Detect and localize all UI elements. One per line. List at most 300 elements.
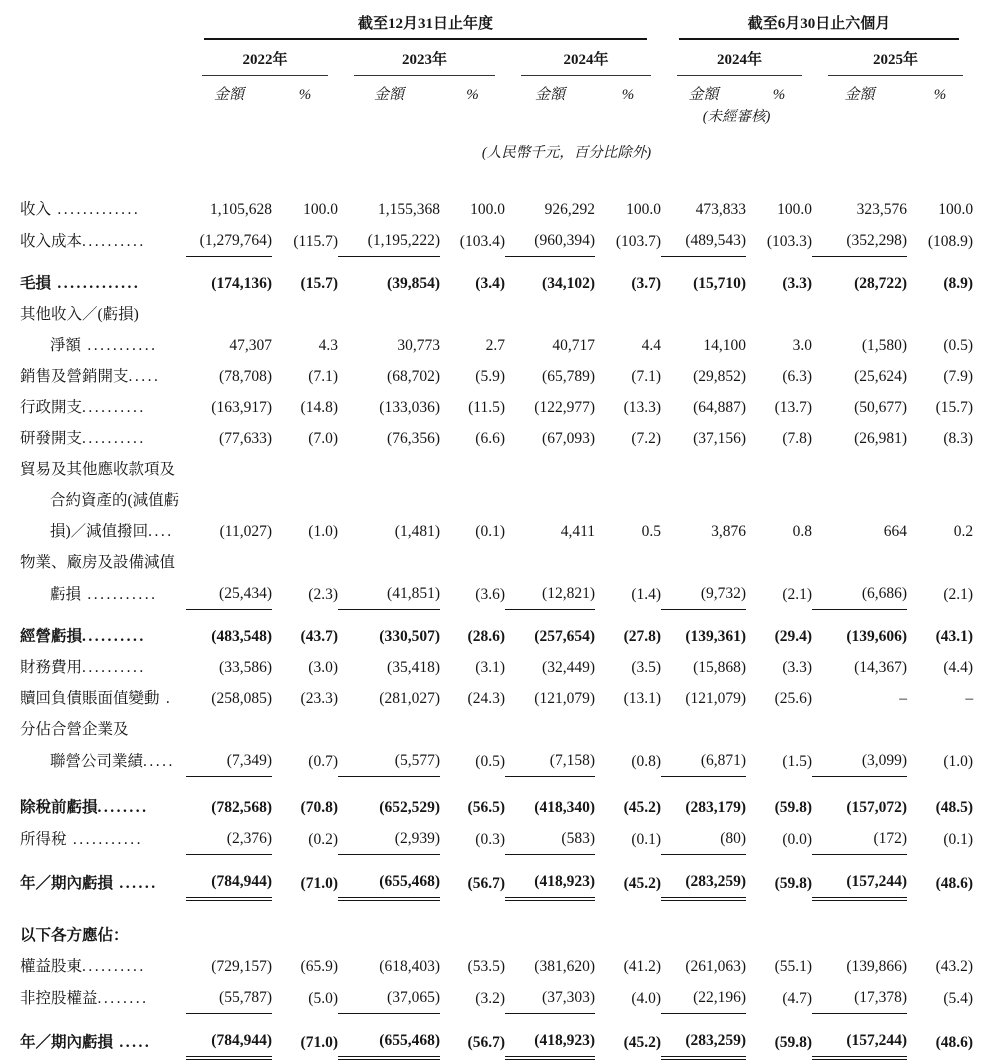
units-row — [0, 127, 973, 163]
amount-cell: – — [899, 690, 908, 707]
amount-cell: (14,367) — [854, 659, 908, 676]
percent-cell: (7.0) — [308, 430, 338, 447]
percent-cell: (7.2) — [631, 430, 662, 447]
amount-cell: (29,852) — [693, 368, 747, 385]
amount-cell: (15,868) — [693, 659, 747, 676]
row-label: 虧損 ........... — [50, 585, 158, 603]
percent-cell: (27.8) — [623, 628, 662, 645]
amount-cell: (139,606) — [846, 628, 908, 645]
table-row — [0, 818, 973, 855]
percent-cell: (48.5) — [935, 799, 974, 816]
percent-cell: (0.3) — [475, 830, 505, 848]
percent-cell: (5.0) — [308, 989, 338, 1007]
amount-cell: 47,307 — [229, 337, 272, 354]
amount-header: 金額 — [373, 87, 404, 103]
percent-header: % — [621, 87, 635, 103]
amount-cell: (258,085) — [211, 690, 272, 707]
percent-cell: (71.0) — [300, 1034, 338, 1051]
amount-cell: (37,303) — [505, 977, 595, 1014]
percent-cell: (48.6) — [935, 1034, 974, 1051]
percent-cell: (7.8) — [782, 430, 813, 447]
amount-cell: (50,677) — [854, 399, 908, 416]
amount-cell: (330,507) — [379, 628, 440, 645]
percent-cell: (29.4) — [774, 628, 813, 645]
percent-cell: (43.7) — [300, 628, 338, 645]
table-row — [0, 387, 973, 418]
percent-cell: (45.2) — [623, 1034, 662, 1051]
year-heading — [661, 40, 812, 76]
subheader-row — [0, 76, 973, 105]
table-row — [0, 257, 973, 295]
percent-cell: (108.9) — [927, 232, 974, 250]
percent-header: % — [298, 87, 312, 103]
percent-cell: (3.3) — [782, 659, 813, 676]
row-label: 以下各方應佔： — [20, 927, 129, 944]
table-row — [0, 480, 973, 511]
percent-cell: (23.3) — [300, 690, 338, 707]
table-header — [0, 6, 973, 163]
percent-cell: (48.6) — [935, 875, 974, 892]
table-row — [0, 511, 973, 542]
amount-cell: (121,079) — [534, 690, 595, 707]
amount-cell: (76,356) — [387, 430, 440, 447]
units-note: (人民幣千元，百分比除外) — [481, 145, 652, 161]
amount-cell: (729,157) — [211, 958, 272, 975]
percent-cell: (15.7) — [300, 275, 338, 292]
amount-cell: (37,065) — [338, 977, 440, 1014]
year-row — [0, 40, 973, 76]
amount-cell: (67,093) — [542, 430, 595, 447]
dot-leader: ........... — [66, 830, 144, 848]
percent-cell: (56.7) — [467, 1034, 505, 1051]
amount-cell: (618,403) — [379, 958, 440, 975]
row-label: 所得稅 ........... — [20, 830, 144, 848]
row-label: 年／期內虧損 ..... — [20, 1034, 152, 1051]
amount-cell: (1,195,222) — [338, 220, 440, 257]
corner-cell — [0, 105, 186, 127]
spacer-cell — [505, 105, 661, 127]
amount-cell: (283,259) — [661, 855, 746, 900]
percent-cell: (3.2) — [475, 989, 505, 1007]
amount-cell: (35,418) — [387, 659, 440, 676]
percent-cell: (7.1) — [308, 368, 338, 385]
amount-cell: (172) — [812, 818, 907, 855]
period-group — [186, 6, 661, 40]
percent-cell: (70.8) — [300, 799, 338, 816]
amount-cell: (1,279,764) — [186, 220, 272, 257]
table-row — [0, 855, 973, 900]
percent-cell: (3.4) — [475, 275, 505, 292]
percent-cell: (0.8) — [631, 752, 662, 770]
amount-cell: (157,244) — [812, 855, 907, 900]
row-label: 贖回負債賬面值變動 . — [20, 690, 173, 707]
table-row — [0, 542, 973, 573]
percent-cell: 0.2 — [953, 523, 974, 540]
percent-cell: (4.4) — [943, 659, 974, 676]
percent-cell: (2.3) — [308, 585, 338, 603]
year-heading — [812, 40, 973, 76]
percent-cell: (8.3) — [943, 430, 974, 447]
percent-cell: (13.7) — [774, 399, 813, 416]
row-label: 除稅前虧損........ — [20, 799, 149, 816]
amount-cell: (418,923) — [505, 1014, 595, 1059]
dot-leader: ..... — [143, 752, 175, 770]
percent-header: % — [466, 87, 479, 103]
amount-cell: (68,702) — [387, 368, 440, 385]
dot-leader: ........... — [81, 337, 158, 354]
percent-cell: (43.2) — [935, 958, 974, 975]
table-row — [0, 356, 973, 387]
amount-cell: 926,292 — [544, 201, 595, 218]
percent-cell: 100.0 — [303, 201, 338, 218]
percent-cell: (59.8) — [774, 799, 813, 816]
spacer-cell — [338, 105, 505, 127]
percent-cell: (56.7) — [467, 875, 505, 892]
amount-cell: 1,155,368 — [378, 201, 440, 218]
percent-cell: (103.3) — [766, 232, 813, 250]
percent-cell: – — [965, 690, 974, 707]
percent-cell: (45.2) — [623, 799, 662, 816]
table-row — [0, 294, 973, 325]
amount-cell: (157,072) — [846, 799, 908, 816]
amount-cell: (80) — [661, 818, 746, 855]
table-row — [0, 647, 973, 678]
amount-cell: (483,548) — [211, 628, 272, 645]
amount-cell: (26,981) — [854, 430, 908, 447]
amount-cell: 1,105,628 — [210, 201, 272, 218]
amount-cell: (418,340) — [534, 799, 595, 816]
amount-cell: (9,732) — [661, 573, 746, 610]
amount-cell: 4,411 — [560, 523, 595, 540]
amount-cell: (17,378) — [812, 977, 907, 1014]
amount-cell: (133,036) — [379, 399, 440, 416]
table-row — [0, 777, 973, 819]
row-label: 貿易及其他應收款項及 — [20, 461, 176, 478]
percent-cell: (5.9) — [475, 368, 505, 385]
spacer-cell — [186, 294, 973, 325]
percent-cell: (8.9) — [943, 275, 974, 292]
percent-header: % — [933, 87, 947, 103]
year-label: 2024年 — [521, 40, 651, 76]
amount-cell: (281,027) — [379, 690, 440, 707]
corner-cell — [0, 76, 186, 105]
percent-cell: (53.5) — [467, 958, 505, 975]
percent-cell: 0.8 — [792, 523, 813, 540]
percent-cell: (0.1) — [631, 830, 662, 848]
percent-cell: (2.1) — [782, 585, 813, 603]
dot-leader: ............. — [51, 275, 141, 292]
row-label: 物業、廠房及設備減值 — [20, 554, 176, 571]
row-label: 毛損 ............. — [20, 275, 141, 292]
amount-cell: (157,244) — [812, 1014, 907, 1059]
percent-cell: (43.1) — [935, 628, 974, 645]
row-label: 淨額 ........... — [50, 337, 158, 354]
percent-cell: (59.8) — [774, 1034, 813, 1051]
amount-cell: (33,586) — [219, 659, 272, 676]
percent-cell: (56.5) — [467, 799, 505, 816]
percent-cell: (0.0) — [782, 830, 813, 848]
amount-cell: (655,468) — [338, 1014, 440, 1059]
percent-cell: (5.4) — [943, 989, 974, 1007]
amount-cell: (283,259) — [661, 1014, 746, 1059]
percent-cell: (4.7) — [782, 989, 813, 1007]
percent-cell: (6.3) — [782, 368, 813, 385]
dot-leader: ........ — [97, 989, 149, 1007]
unaudited-row — [0, 105, 973, 127]
row-label: 合約資產的(減值虧 — [50, 492, 180, 509]
percent-cell: (3.1) — [475, 659, 505, 676]
amount-cell: 473,833 — [695, 201, 747, 218]
amount-cell: (174,136) — [211, 275, 272, 292]
dot-leader: ........ — [97, 799, 149, 816]
percent-cell: (7.9) — [943, 368, 974, 385]
spacer-cell — [186, 105, 338, 127]
row-label: 研發開支.......... — [20, 430, 146, 447]
dot-leader: .......... — [82, 659, 146, 676]
amount-cell: (25,434) — [186, 573, 272, 610]
percent-cell: (0.5) — [475, 752, 505, 770]
amount-cell: (6,686) — [812, 573, 907, 610]
amount-cell: (261,063) — [685, 958, 747, 975]
amount-cell: (283,179) — [685, 799, 747, 816]
group-title-row — [0, 6, 973, 40]
dot-leader: . — [159, 690, 173, 707]
table-row — [0, 573, 973, 610]
percent-cell: 4.3 — [318, 337, 338, 354]
amount-cell: (32,449) — [542, 659, 595, 676]
percent-cell: (25.6) — [774, 690, 813, 707]
percent-cell: 100.0 — [470, 201, 505, 218]
year-heading — [338, 40, 505, 76]
table-row — [0, 325, 973, 356]
percent-cell: (0.7) — [308, 752, 338, 770]
percent-cell: (2.1) — [943, 585, 974, 603]
percent-cell: (11.5) — [468, 399, 505, 416]
spacer-cell — [186, 542, 973, 573]
row-label: 非控股權益........ — [20, 989, 149, 1007]
amount-cell: (22,196) — [661, 977, 746, 1014]
amount-cell: (41,851) — [338, 573, 440, 610]
spacer-cell — [186, 449, 973, 480]
amount-cell: (122,977) — [534, 399, 595, 416]
percent-header: % — [772, 87, 786, 103]
percent-cell: (6.6) — [475, 430, 505, 447]
period-group-title: 截至6月30日止六個月 — [679, 14, 959, 40]
amount-cell: (489,543) — [661, 220, 746, 257]
amount-cell: (55,787) — [186, 977, 272, 1014]
period-group — [661, 6, 973, 40]
amount-cell: (65,789) — [542, 368, 595, 385]
spacer-cell — [186, 480, 973, 511]
percent-cell: (13.1) — [623, 690, 662, 707]
percent-cell: 100.0 — [777, 201, 813, 218]
percent-cell: (3.6) — [475, 585, 505, 603]
prospectus-financial-page — [0, 6, 1000, 1049]
corner-cell — [0, 6, 186, 40]
percent-cell: (4.0) — [631, 989, 662, 1007]
table-row — [0, 740, 973, 777]
dot-leader: .......... — [82, 958, 146, 975]
spacer-cell — [812, 105, 973, 127]
amount-cell: (5,577) — [338, 740, 440, 777]
percent-cell: (0.1) — [475, 523, 505, 540]
amount-cell: (139,866) — [846, 958, 908, 975]
year-label: 2025年 — [828, 40, 963, 76]
amount-cell: (2,939) — [338, 818, 440, 855]
period-group-title: 截至12月31日止年度 — [204, 14, 647, 40]
amount-cell: 323,576 — [856, 201, 908, 218]
amount-cell: (121,079) — [685, 690, 747, 707]
percent-cell: (0.1) — [943, 830, 974, 848]
amount-cell: (64,887) — [693, 399, 747, 416]
amount-cell: (12,821) — [505, 573, 595, 610]
percent-cell: (1.0) — [308, 523, 338, 540]
table-row — [0, 418, 973, 449]
amount-cell: (25,624) — [854, 368, 908, 385]
corner-cell — [0, 40, 186, 76]
amount-cell: (7,158) — [505, 740, 595, 777]
row-label: 損)／減值撥回.... — [50, 523, 174, 540]
percent-cell: (55.1) — [774, 958, 813, 975]
percent-cell: 100.0 — [626, 201, 662, 218]
income-statement-table — [0, 6, 973, 1060]
spacer-cell — [186, 709, 973, 740]
percent-cell: (3.5) — [631, 659, 662, 676]
dot-leader: .......... — [82, 232, 146, 250]
percent-cell: 2.7 — [485, 337, 505, 354]
row-label: 經營虧損.......... — [20, 628, 146, 645]
amount-cell: (78,708) — [219, 368, 272, 385]
percent-cell: (7.1) — [631, 368, 662, 385]
dot-leader: ...... — [113, 875, 158, 892]
amount-cell: (139,361) — [685, 628, 747, 645]
table-row — [0, 899, 973, 946]
table-body — [0, 163, 973, 1058]
row-label: 收入成本.......... — [20, 232, 146, 250]
table-row — [0, 220, 973, 257]
percent-cell: (1.0) — [943, 752, 974, 770]
row-label: 財務費用.......... — [20, 659, 146, 676]
amount-cell: (34,102) — [542, 275, 595, 292]
percent-cell: (103.4) — [459, 232, 505, 250]
year-heading — [505, 40, 661, 76]
amount-cell: 40,717 — [552, 337, 595, 354]
amount-cell: 3,876 — [711, 523, 747, 540]
amount-cell: (77,633) — [219, 430, 272, 447]
row-label: 行政開支.......... — [20, 399, 146, 416]
percent-cell: (45.2) — [623, 875, 662, 892]
percent-cell: 0.5 — [641, 523, 662, 540]
table-row — [0, 678, 973, 709]
amount-cell: (784,944) — [186, 855, 272, 900]
year-label: 2023年 — [354, 40, 495, 76]
spacer-cell — [661, 127, 973, 163]
amount-header: 金額 — [844, 87, 875, 103]
year-label: 2024年 — [677, 40, 802, 76]
amount-cell: (782,568) — [211, 799, 272, 816]
amount-cell: (15,710) — [693, 275, 747, 292]
amount-cell: (7,349) — [186, 740, 272, 777]
amount-cell: (163,917) — [211, 399, 272, 416]
table-row — [0, 977, 973, 1014]
amount-cell: (655,468) — [338, 855, 440, 900]
percent-cell: (1.4) — [631, 585, 662, 603]
amount-cell: 14,100 — [703, 337, 747, 354]
amount-cell: (960,394) — [505, 220, 595, 257]
row-label: 聯營公司業績..... — [50, 752, 175, 770]
dot-leader: .......... — [82, 628, 146, 645]
row-label: 收入 ............. — [20, 201, 141, 218]
percent-cell: 3.0 — [792, 337, 813, 354]
amount-cell: (1,580) — [861, 337, 908, 354]
percent-cell: (15.7) — [935, 399, 974, 416]
amount-cell: (37,156) — [693, 430, 747, 447]
amount-cell: (2,376) — [186, 818, 272, 855]
dot-leader: ........... — [81, 585, 158, 603]
amount-cell: (3,099) — [812, 740, 907, 777]
amount-cell: 30,773 — [397, 337, 440, 354]
percent-cell: (0.2) — [308, 830, 338, 848]
percent-cell: (41.2) — [623, 958, 662, 975]
dot-leader: ..... — [113, 1034, 152, 1051]
percent-cell: 4.4 — [641, 337, 662, 354]
percent-cell: (13.3) — [623, 399, 662, 416]
table-row — [0, 709, 973, 740]
amount-cell: (583) — [505, 818, 595, 855]
percent-cell: (103.7) — [615, 232, 662, 250]
percent-cell: (28.6) — [467, 628, 505, 645]
amount-header: 金額 — [213, 87, 244, 103]
percent-cell: (3.3) — [782, 275, 813, 292]
spacer-cell — [186, 899, 973, 946]
dot-leader: .......... — [82, 430, 146, 447]
amount-cell: (784,944) — [186, 1014, 272, 1059]
amount-cell: (418,923) — [505, 855, 595, 900]
unaudited-note: (未經審核) — [702, 109, 771, 125]
amount-cell: (1,481) — [394, 523, 440, 540]
percent-cell: (65.9) — [300, 958, 338, 975]
row-label: 分佔合營企業及 — [20, 721, 129, 738]
amount-cell: (6,871) — [661, 740, 746, 777]
percent-cell: (1.5) — [782, 752, 813, 770]
dot-leader: ............. — [51, 201, 141, 218]
row-label: 銷售及營銷開支..... — [20, 368, 161, 385]
percent-cell: (71.0) — [300, 875, 338, 892]
amount-header: 金額 — [534, 87, 565, 103]
table-row — [0, 163, 973, 220]
amount-header: 金額 — [688, 87, 719, 103]
table-row — [0, 1014, 973, 1059]
percent-cell: (3.7) — [631, 275, 662, 292]
amount-cell: (652,529) — [379, 799, 440, 816]
amount-cell: (381,620) — [534, 958, 595, 975]
row-label: 其他收入／(虧損) — [20, 306, 139, 323]
year-heading — [186, 40, 338, 76]
percent-cell: (14.8) — [300, 399, 338, 416]
amount-cell: (11,027) — [219, 523, 272, 540]
percent-cell: 100.0 — [938, 201, 974, 218]
table-row — [0, 610, 973, 648]
row-label: 年／期內虧損 ...... — [20, 875, 158, 892]
dot-leader: .... — [148, 523, 174, 540]
percent-cell: (3.0) — [308, 659, 338, 676]
table-row — [0, 946, 973, 977]
table-row — [0, 449, 973, 480]
amount-cell: (257,654) — [534, 628, 595, 645]
year-label: 2022年 — [202, 40, 328, 76]
amount-cell: (28,722) — [854, 275, 908, 292]
dot-leader: ..... — [128, 368, 161, 385]
